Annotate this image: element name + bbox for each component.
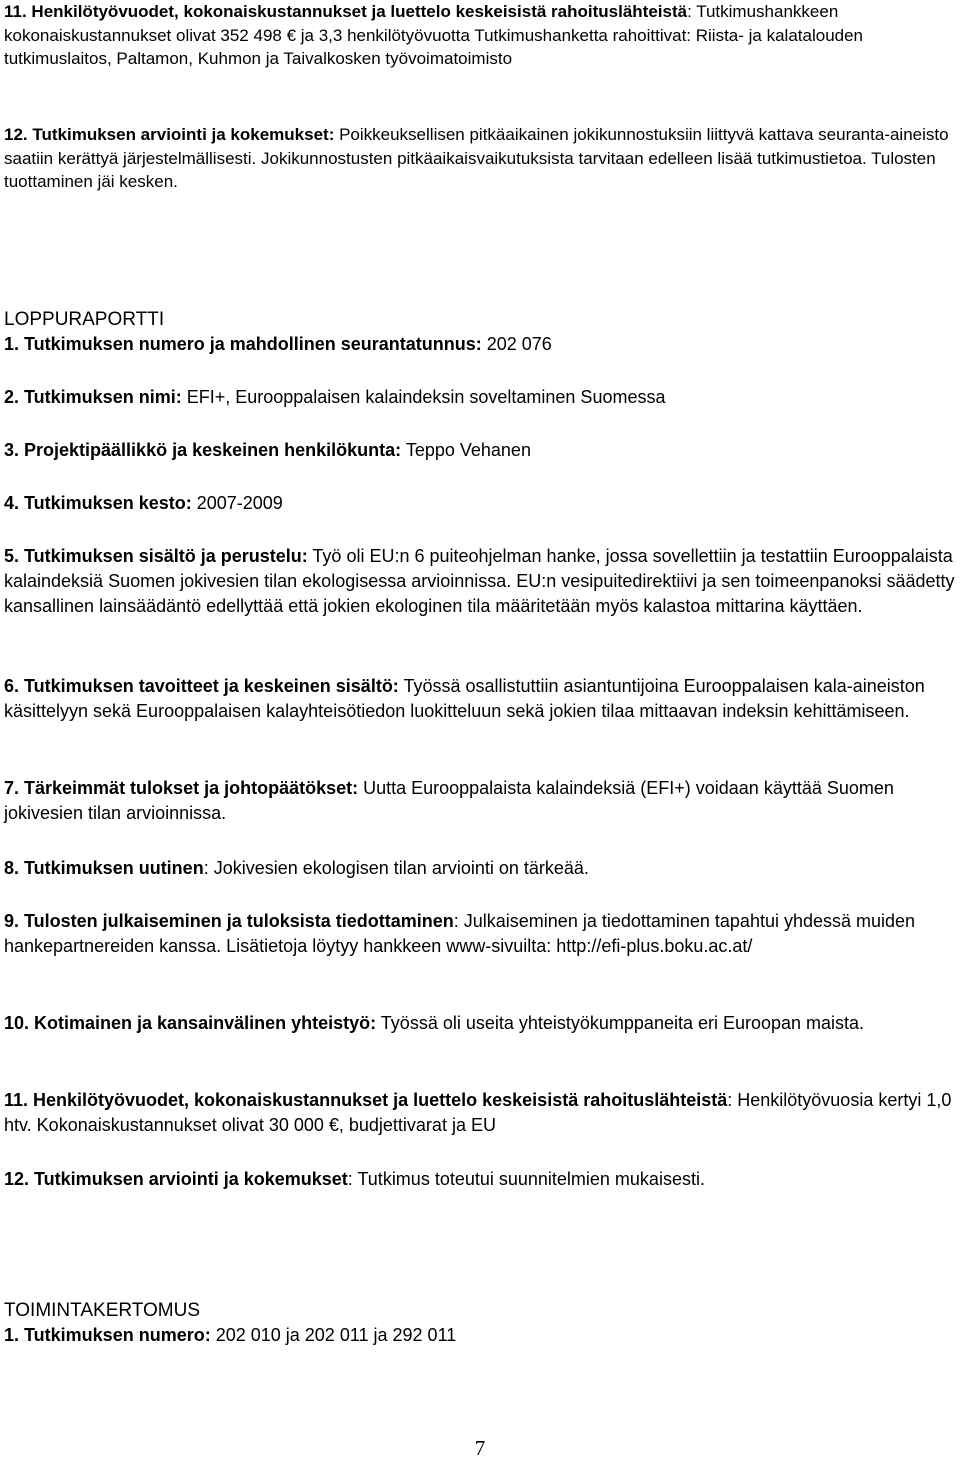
final-report-heading: LOPPURAPORTTI	[4, 309, 165, 330]
final-item-2-title: 2. Tutkimuksen nimi:	[4, 387, 182, 407]
final-item-12-title: 12. Tutkimuksen arviointi ja kokemukset	[4, 1169, 348, 1189]
final-item-5-text: Työ oli EU:n 6 puiteohjelman hanke, jossa sovellettiin ja testattiin Eurooppalaista kalaindeksiä Suomen jokivesien tilan ekologisessa arvioinnissa. EU:n vesipuitedirektiivi ja sen toimeenpanoksi säädetty kansallinen lainsäädäntö edellyttää että jokien ekologinen tila määritetään myös kalastoa mittarina käyttäen.	[4, 546, 955, 616]
final-item-6-title: 6. Tutkimuksen tavoitteet ja keskeinen sisältö:	[4, 676, 399, 696]
top-item-11-text: : Tutkimushankkeen kokonaiskustannukset olivat 352 498 € ja 3,3 henkilötyövuotta Tutkimushanketta rahoittivat: Riista- ja kalatalouden tutkimuslaitos, Paltamon, Kuhmon ja Taivalkosken työvoimatoimisto	[4, 2, 864, 68]
activity-item-1-title: 1. Tutkimuksen numero:	[4, 1325, 211, 1345]
final-item-7	[4, 776, 956, 826]
final-item-9	[4, 909, 956, 959]
final-item-3-title: 3. Projektipäällikkö ja keskeinen henkilökunta:	[4, 440, 402, 460]
final-item-2	[4, 385, 956, 410]
activity-report-heading: TOIMINTAKERTOMUS	[4, 1300, 201, 1321]
document-page	[4, 0, 956, 1461]
top-item-12-title: 12. Tutkimuksen arviointi ja kokemukset:	[4, 125, 335, 144]
final-item-6	[4, 674, 956, 724]
final-item-12	[4, 1167, 956, 1192]
final-item-5	[4, 544, 956, 619]
final-item-11	[4, 1088, 956, 1138]
top-item-11-title: 11. Henkilötyövuodet, kokonaiskustannukset ja luettelo keskeisistä rahoituslähteistä	[4, 2, 688, 21]
final-item-1	[4, 332, 956, 357]
activity-item-1-text: 202 010 ja 202 011 ja 292 011	[210, 1325, 457, 1345]
final-item-8	[4, 856, 956, 881]
final-item-8-text: : Jokivesien ekologisen tilan arviointi on tärkeää.	[203, 858, 589, 878]
final-item-1-title: 1. Tutkimuksen numero ja mahdollinen seurantatunnus:	[4, 334, 482, 354]
final-item-12-text: : Tutkimus toteutui suunnitelmien mukaisesti.	[347, 1169, 705, 1189]
final-item-6-text: Työssä osallistuttiin asiantuntijoina Eurooppalaisen kala-aineiston käsittelyyn sekä Eurooppalaisen kalayhteisötiedon luokitteluun sekä jokien tilaa mittaavan indeksin kehittämiseen.	[4, 676, 925, 721]
final-item-10	[4, 1011, 956, 1036]
final-item-2-text: EFI+, Eurooppalaisen kalaindeksin soveltaminen Suomessa	[181, 387, 666, 407]
final-item-7-title: 7. Tärkeimmät tulokset ja johtopäätökset:	[4, 778, 359, 798]
activity-item-1	[4, 1323, 956, 1348]
final-item-9-title: 9. Tulosten julkaiseminen ja tuloksista tiedottaminen	[4, 911, 454, 931]
top-item-11	[4, 0, 956, 71]
final-item-7-text: Uutta Eurooppalaista kalaindeksiä (EFI+) voidaan käyttää Suomen jokivesien tilan arvioinnissa.	[4, 778, 894, 823]
final-item-8-title: 8. Tutkimuksen uutinen	[4, 858, 204, 878]
final-item-1-text: 202 076	[481, 334, 552, 354]
final-item-9-text: : Julkaiseminen ja tiedottaminen tapahtui yhdessä muiden hankepartnereiden kanssa. Lisätietoja löytyy hankkeen www-sivuilta: http://efi-plus.boku.ac.at/	[4, 911, 916, 956]
final-item-3-text: Teppo Vehanen	[401, 440, 531, 460]
final-item-5-title: 5. Tutkimuksen sisältö ja perustelu:	[4, 546, 308, 566]
final-item-4-title: 4. Tutkimuksen kesto:	[4, 493, 192, 513]
final-item-10-text: Työssä oli useita yhteistyökumppaneita eri Euroopan maista.	[376, 1013, 865, 1033]
page-number: 7	[474, 1436, 486, 1460]
final-item-3	[4, 438, 956, 463]
final-item-10-title: 10. Kotimainen ja kansainvälinen yhteistyö:	[4, 1013, 377, 1033]
top-item-12-text: Poikkeuksellisen pitkäaikainen jokikunnostuksiin liittyvä kattava seuranta-aineisto saatiin kerättyä järjestelmällisesti. Jokikunnostusten pitkäaikaisvaikutuksista tarvitaan edelleen lisää tutkimustietoa. Tulosten tuottaminen jäi kesken.	[4, 125, 949, 191]
top-item-12	[4, 123, 956, 194]
final-item-4	[4, 491, 956, 516]
final-item-11-title: 11. Henkilötyövuodet, kokonaiskustannukset ja luettelo keskeisistä rahoituslähteistä	[4, 1090, 728, 1110]
final-item-4-text: 2007-2009	[191, 493, 283, 513]
final-item-11-text: : Henkilötyövuosia kertyi 1,0 htv. Kokonaiskustannukset olivat 30 000 €, budjettivarat ja EU	[4, 1090, 952, 1135]
